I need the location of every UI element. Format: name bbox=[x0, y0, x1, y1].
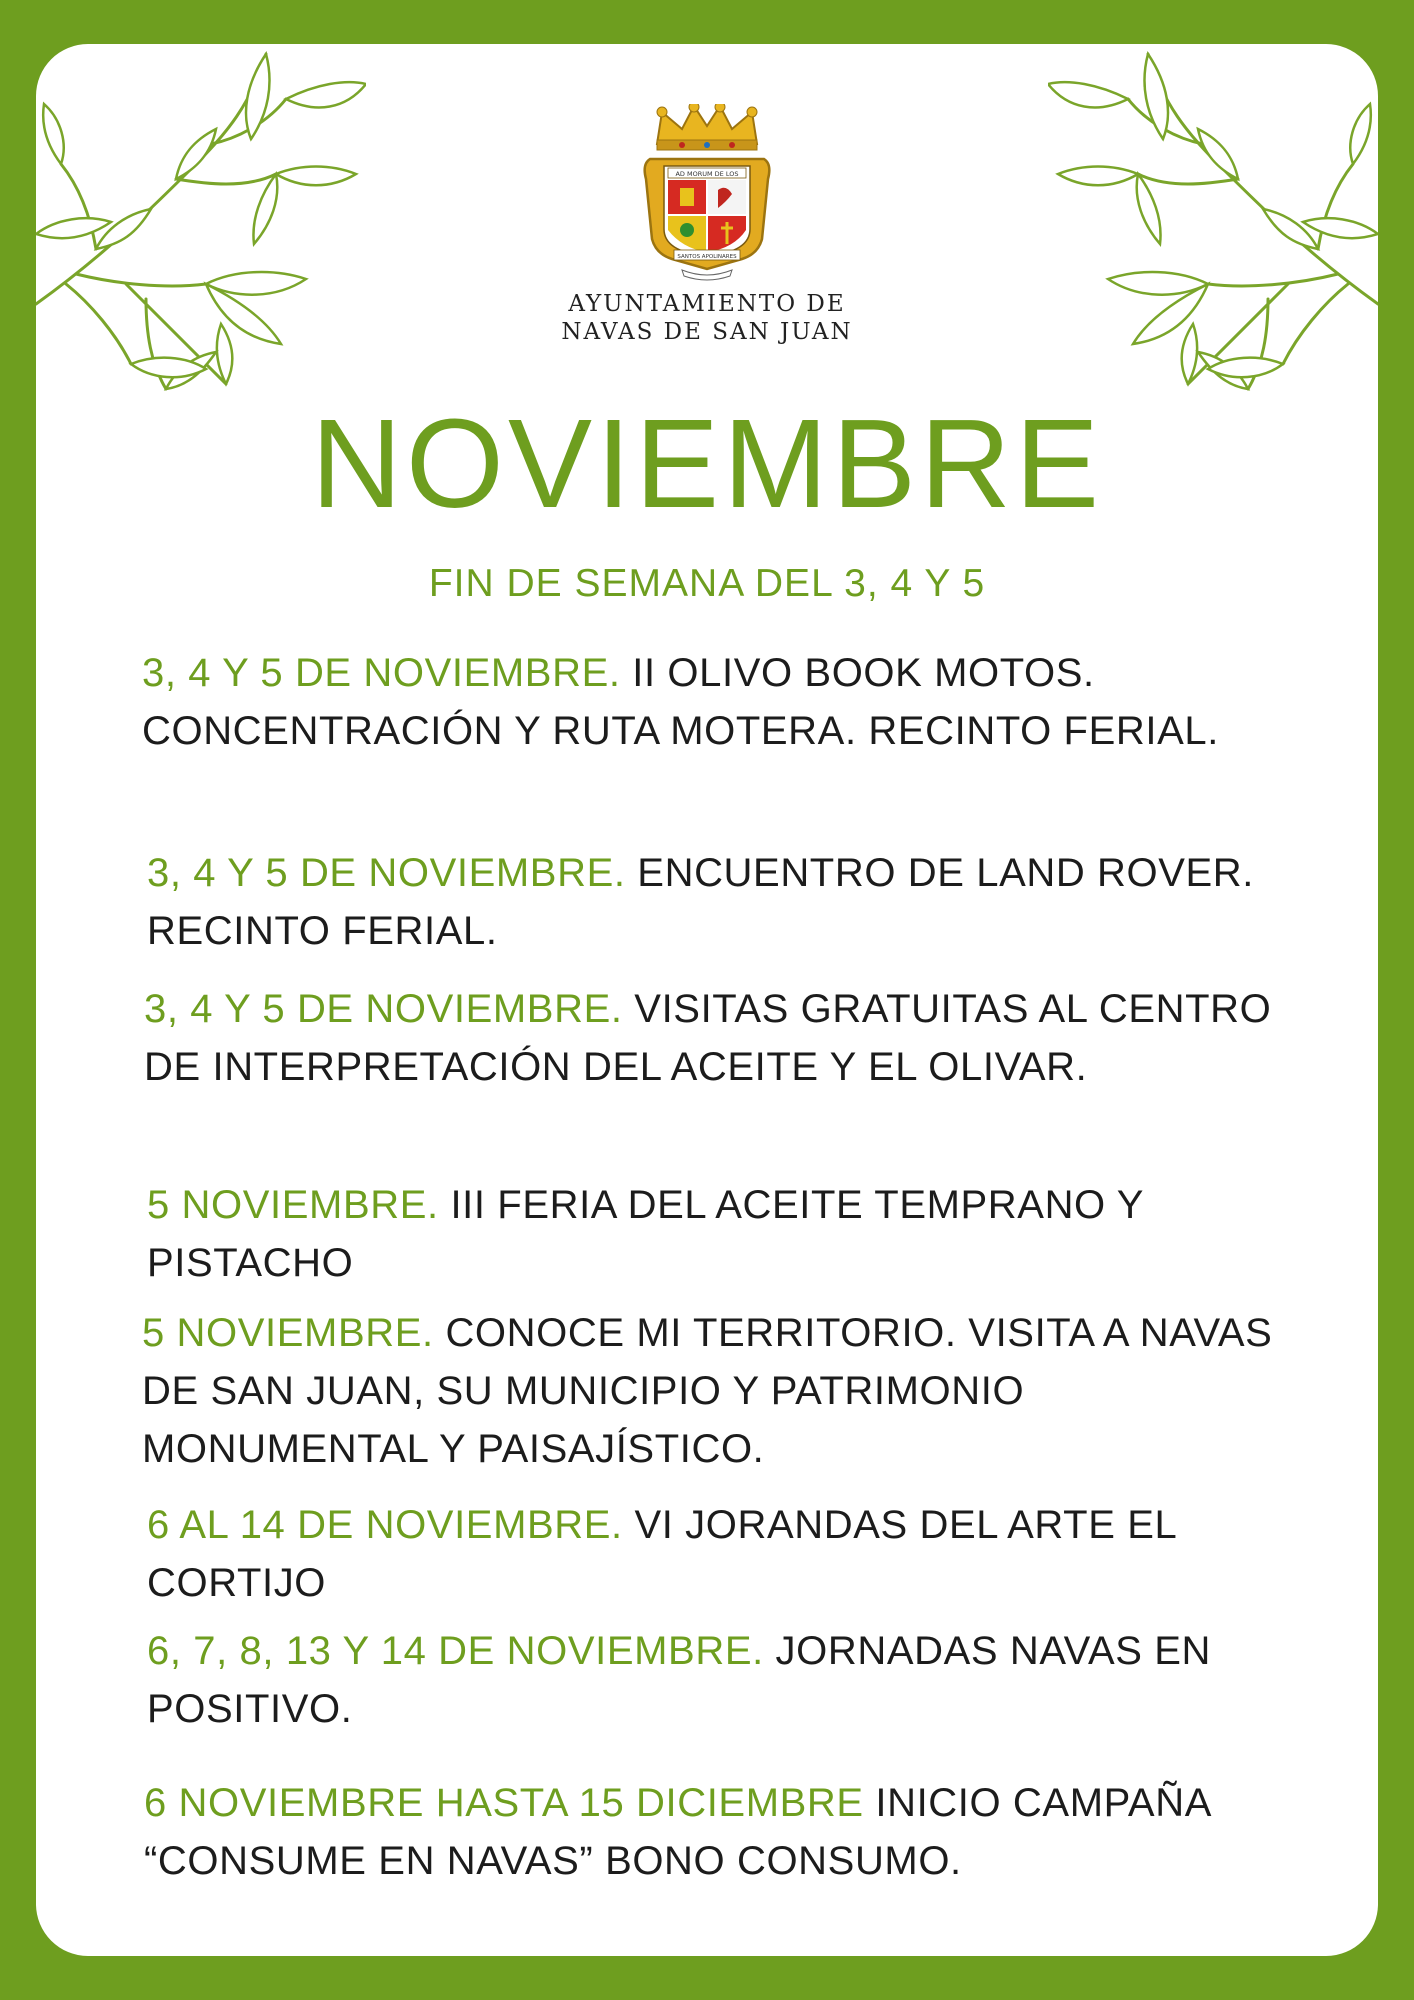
municipal-logo bbox=[36, 104, 1378, 346]
event-item bbox=[147, 1176, 1297, 1292]
page-title: NOVIEMBRE bbox=[310, 393, 1104, 534]
coat-of-arms-icon bbox=[642, 104, 772, 284]
event-description: INICIO CAMPAÑA “CONSUME EN NAVAS” BONO CONSUMO. bbox=[144, 1781, 1210, 1883]
event-item bbox=[142, 644, 1292, 760]
organization-name bbox=[36, 290, 1378, 346]
event-date: 3, 4 Y 5 DE NOVIEMBRE. bbox=[144, 987, 623, 1031]
event-date: 3, 4 Y 5 DE NOVIEMBRE. bbox=[147, 851, 626, 895]
event-description: VISITAS GRATUITAS AL CENTRO DE INTERPRETACIÓN DEL ACEITE Y EL OLIVAR. bbox=[144, 987, 1272, 1089]
event-item bbox=[147, 844, 1297, 960]
page-subtitle: FIN DE SEMANA DEL 3, 4 Y 5 bbox=[428, 562, 986, 605]
event-description: VI JORANDAS DEL ARTE EL CORTIJO bbox=[147, 1503, 1176, 1605]
event-date: 6 NOVIEMBRE HASTA 15 DICIEMBRE bbox=[144, 1781, 864, 1825]
event-date: 6, 7, 8, 13 Y 14 DE NOVIEMBRE. bbox=[147, 1629, 764, 1673]
crest-motto-bottom: SANTOS APOLINARES bbox=[677, 254, 737, 260]
event-date: 5 NOVIEMBRE. bbox=[142, 1311, 434, 1355]
event-description: ENCUENTRO DE LAND ROVER. RECINTO FERIAL. bbox=[147, 851, 1255, 953]
event-item bbox=[147, 1622, 1297, 1738]
event-date: 6 AL 14 DE NOVIEMBRE. bbox=[147, 1503, 623, 1547]
event-item bbox=[144, 1774, 1294, 1890]
event-item bbox=[144, 980, 1294, 1096]
event-item bbox=[147, 1496, 1297, 1612]
crest-motto-top: AD MORUM DE LOS bbox=[675, 170, 739, 178]
event-item bbox=[142, 1304, 1292, 1478]
event-description: CONOCE MI TERRITORIO. VISITA A NAVAS DE SAN JUAN, SU MUNICIPIO Y PATRIMONIO MONUMENTAL Y PAISAJÍSTICO. bbox=[142, 1311, 1273, 1471]
event-description: II OLIVO BOOK MOTOS. CONCENTRACIÓN Y RUTA MOTERA. RECINTO FERIAL. bbox=[142, 651, 1219, 753]
organization-name-line-2: NAVAS DE SAN JUAN bbox=[561, 319, 853, 345]
organization-name-line-1: AYUNTAMIENTO DE bbox=[568, 291, 846, 317]
event-description: III FERIA DEL ACEITE TEMPRANO Y PISTACHO bbox=[147, 1183, 1144, 1285]
event-description: JORNADAS NAVAS EN POSITIVO. bbox=[147, 1629, 1212, 1731]
event-date: 5 NOVIEMBRE. bbox=[147, 1183, 439, 1227]
event-date: 3, 4 Y 5 DE NOVIEMBRE. bbox=[142, 651, 621, 695]
poster-card bbox=[36, 44, 1378, 1956]
